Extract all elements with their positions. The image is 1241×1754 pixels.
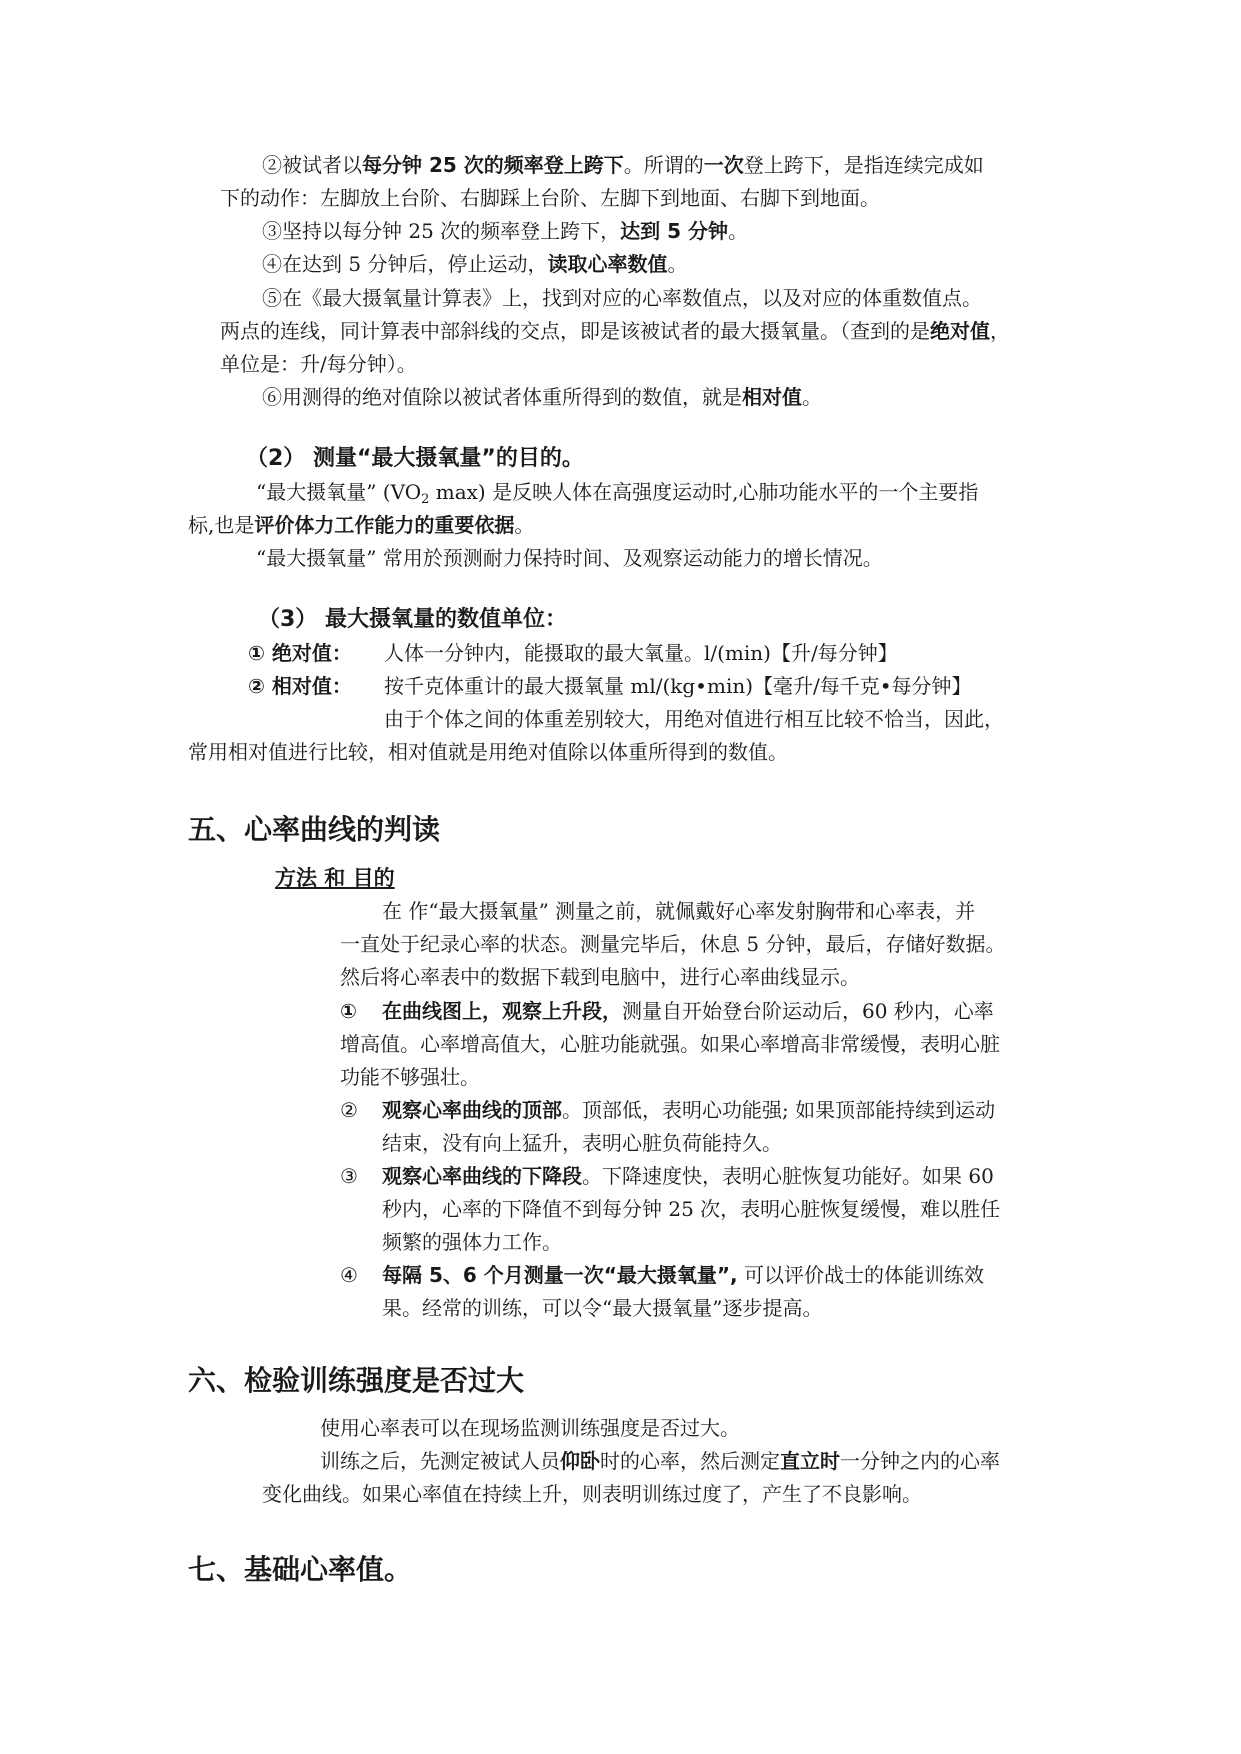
label: ② 相对值： — [248, 674, 352, 698]
emphasis: 仰卧 — [560, 1449, 600, 1473]
units-note-line-1: 由于个体之间的体重差别较大，用绝对值进行相互比较不恰当，因此， — [384, 707, 1004, 731]
purpose-para-1-line-2 — [188, 510, 534, 540]
section-7-title: 七、基础心率值。 — [188, 1553, 413, 1586]
emphasis: 直立时 — [780, 1449, 840, 1473]
label: ① 绝对值： — [248, 641, 352, 665]
text: 。下降速度快，表明心脏恢复功能好。如果 60 — [582, 1164, 994, 1188]
text: 。顶部低，表明心功能强; 如果顶部能持续到运动 — [562, 1098, 996, 1122]
list-marker: ④ — [340, 1263, 358, 1287]
section-5-item-4-line-2: 果。经常的训练，可以令“最大摄氧量”逐步提高。 — [382, 1296, 823, 1320]
step-6 — [262, 382, 822, 412]
section-6-para-3: 变化曲线。如果心率值在持续上升，则表明训练过度了，产生了不良影响。 — [262, 1482, 922, 1506]
text: 。 — [802, 385, 822, 409]
text: ④在达到 5 分钟后，停止运动， — [262, 252, 548, 276]
text: 。 — [728, 219, 749, 243]
units-note-line-2: 常用相对值进行比较，相对值就是用绝对值除以体重所得到的数值。 — [188, 740, 788, 764]
section-5-subtitle: 方法 和 目的 — [275, 866, 395, 890]
subscript: 2 — [421, 492, 430, 507]
text: 标,也是 — [188, 513, 255, 537]
emphasis: 评价体力工作能力的重要依据 — [254, 513, 515, 537]
text: 两点的连线，同计算表中部斜线的交点，即是该被试者的最大摄氧量。（查到的是 — [220, 319, 930, 343]
text: 登上跨下，是指连续完成如 — [743, 153, 984, 177]
text: 测量自开始登台阶运动后，60 秒内，心率 — [622, 999, 994, 1023]
emphasis: 每隔 5、6 个月测量一次“最大摄氧量”, — [382, 1263, 738, 1287]
text: 。 — [667, 252, 688, 276]
section-5-item-1-line-1 — [340, 996, 994, 1026]
text: 按千克体重计的最大摄氧量 ml/(kg•min)【毫升/每千克•每分钟】 — [384, 674, 972, 698]
section-6-para-2 — [320, 1446, 1000, 1476]
section-5-intro-line-2: 一直处于纪录心率的状态。测量完毕后，休息 5 分钟，最后，存储好数据。 — [340, 932, 1006, 956]
section-5-intro-line-3: 然后将心率表中的数据下载到电脑中，进行心率曲线显示。 — [340, 965, 860, 989]
section-5-item-1-line-3: 功能不够强壮。 — [340, 1065, 480, 1089]
text: 。所谓的 — [623, 153, 704, 177]
text: 。 — [514, 513, 535, 537]
step-5-line-3: 单位是：升/每分钟）。 — [220, 352, 417, 376]
step-5-line-1: ⑤在《最大摄氧量计算表》上，找到对应的心率数值点，以及对应的体重数值点。 — [262, 286, 982, 310]
text: ， — [990, 319, 1010, 343]
step-2-line-1 — [262, 150, 984, 180]
units-relative — [248, 671, 972, 701]
units-absolute — [248, 638, 898, 668]
purpose-para-2: “最大摄氧量” 常用於预测耐力保持时间、及观察运动能力的增长情况。 — [256, 546, 883, 570]
text: 时的心率，然后测定 — [600, 1449, 780, 1473]
emphasis: 观察心率曲线的下降段 — [382, 1164, 582, 1188]
step-2-line-2: 下的动作：左脚放上台阶、右脚踩上台阶、左脚下到地面、右脚下到地面。 — [220, 186, 880, 210]
step-3 — [262, 216, 748, 246]
text: ③坚持以每分钟 25 次的频率登上跨下， — [262, 219, 621, 243]
text: max) 是反映人体在高强度运动时,心肺功能水平的一个主要指 — [429, 480, 979, 504]
section-5-item-3-line-3: 频繁的强体力工作。 — [382, 1230, 562, 1254]
section-5-item-2-line-2: 结束，没有向上猛升，表明心脏负荷能持久。 — [382, 1131, 782, 1155]
list-marker: ③ — [340, 1164, 358, 1188]
section-5-item-1-line-2: 增高值。心率增高值大，心脏功能就强。如果心率增高非常缓慢，表明心脏 — [340, 1032, 1000, 1056]
step-5-line-2 — [220, 316, 1010, 346]
emphasis: 每分钟 25 次的频率登上跨下 — [362, 153, 624, 177]
text: 人体一分钟内，能摄取的最大氧量。l/(min)【升/每分钟】 — [384, 641, 898, 665]
emphasis: 读取心率数值 — [547, 252, 668, 276]
section-5-item-4-line-1 — [340, 1260, 984, 1290]
list-marker: ① — [340, 999, 357, 1023]
text: ⑥用测得的绝对值除以被试者体重所得到的数值，就是 — [262, 385, 742, 409]
emphasis: 一次 — [703, 153, 744, 177]
section-5-intro-line-1: 在 作“最大摄氧量” 测量之前，就佩戴好心率发射胸带和心率表，并 — [382, 899, 976, 923]
emphasis: 观察心率曲线的顶部 — [382, 1098, 562, 1122]
list-marker: ② — [340, 1098, 358, 1122]
emphasis: 在曲线图上，观察上升段， — [382, 999, 622, 1023]
emphasis: 绝对值 — [930, 319, 990, 343]
section-5-item-2-line-1 — [340, 1095, 995, 1125]
emphasis: 相对值 — [742, 385, 802, 409]
section-5-title: 五、心率曲线的判读 — [188, 813, 441, 846]
section-6-title: 六、检验训练强度是否过大 — [188, 1364, 525, 1397]
section-6-para-1: 使用心率表可以在现场监测训练强度是否过大。 — [320, 1416, 740, 1440]
text: “最大摄氧量” (VO — [256, 480, 422, 504]
section-5-item-3-line-1 — [340, 1161, 994, 1191]
step-4 — [262, 249, 687, 279]
text: 一分钟之内的心率 — [840, 1449, 1000, 1473]
units-heading: （3） 最大摄氧量的数值单位： — [258, 607, 567, 632]
section-5-item-3-line-2: 秒内，心率的下降值不到每分钟 25 次，表明心脏恢复缓慢，难以胜任 — [382, 1197, 1001, 1221]
text: 训练之后，先测定被试人员 — [320, 1449, 560, 1473]
emphasis: 达到 5 分钟 — [620, 219, 729, 243]
text: ②被试者以 — [262, 153, 362, 177]
text: 可以评价战士的体能训练效 — [737, 1263, 985, 1287]
purpose-heading: （2） 测量“最大摄氧量”的目的。 — [246, 446, 584, 471]
